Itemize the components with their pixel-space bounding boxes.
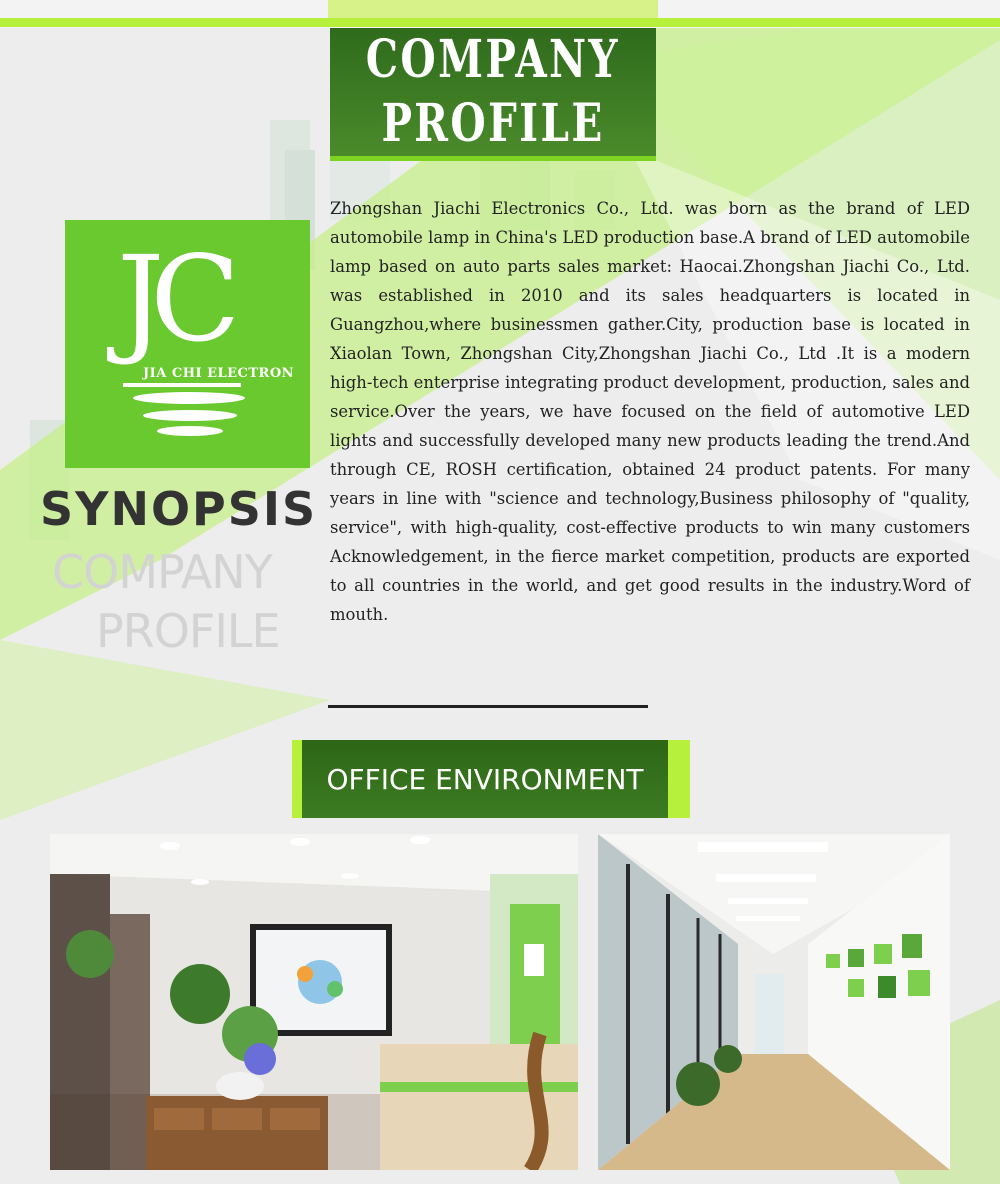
corridor-illustration [598, 834, 950, 1170]
office-environment-heading [302, 740, 668, 818]
office-reception-photo [50, 834, 578, 1170]
title-line-1: COMPANY [366, 29, 620, 90]
logo-tagline: JIA CHI ELECTRON [143, 366, 295, 381]
bulb-stripe-icon [157, 426, 223, 436]
company-logo [65, 220, 310, 468]
logo-letters: JC [117, 230, 227, 368]
bulb-stripe-icon [133, 392, 245, 404]
office-corridor-photo [598, 834, 950, 1170]
bulb-stripe-icon [143, 410, 237, 421]
logo-underline [123, 383, 241, 387]
section-divider [328, 705, 648, 708]
reception-illustration [50, 834, 578, 1170]
company-profile-title [330, 28, 656, 161]
top-accent-line [0, 18, 1000, 27]
company-profile-text: Zhongshan Jiachi Electronics Co., Ltd. was born as the brand of LED automobile lamp in China's LED production base.A brand of LED automobile lamp based on auto parts sales market: Haocai.Zhongshan Jiachi Co., Ltd. was established in 2010 and its sales headquarters is located in Guangzhou,where businessmen gather.City, production base is located in Xiaolan Town, Zhongshan City,Zhongshan Jiachi Co., Ltd .It is a modern high-tech enterprise integrating product development, production, sales and service.Over the years, we have focused on the field of automotive LED lights and successfully developed many new products leading the trend.And through CE, ROSH certification, obtained 24 product patents. For many years in line with "science and technology,Business philosophy of "quality, service", with high-quality, cost-effective products to win many customers Acknowledgement, in the fierce market competition, products are exported to all countries in the world, and get good results in the industry.Word of mouth. [330, 199, 970, 624]
title-line-2: PROFILE [381, 93, 605, 154]
top-tab [328, 0, 658, 18]
office-heading-label: OFFICE ENVIRONMENT [326, 762, 644, 796]
synopsis-heading: SYNOPSIS [40, 482, 318, 536]
ghost-text-company: COMPANY [52, 545, 272, 599]
ghost-text-profile: PROFILE [96, 604, 280, 658]
